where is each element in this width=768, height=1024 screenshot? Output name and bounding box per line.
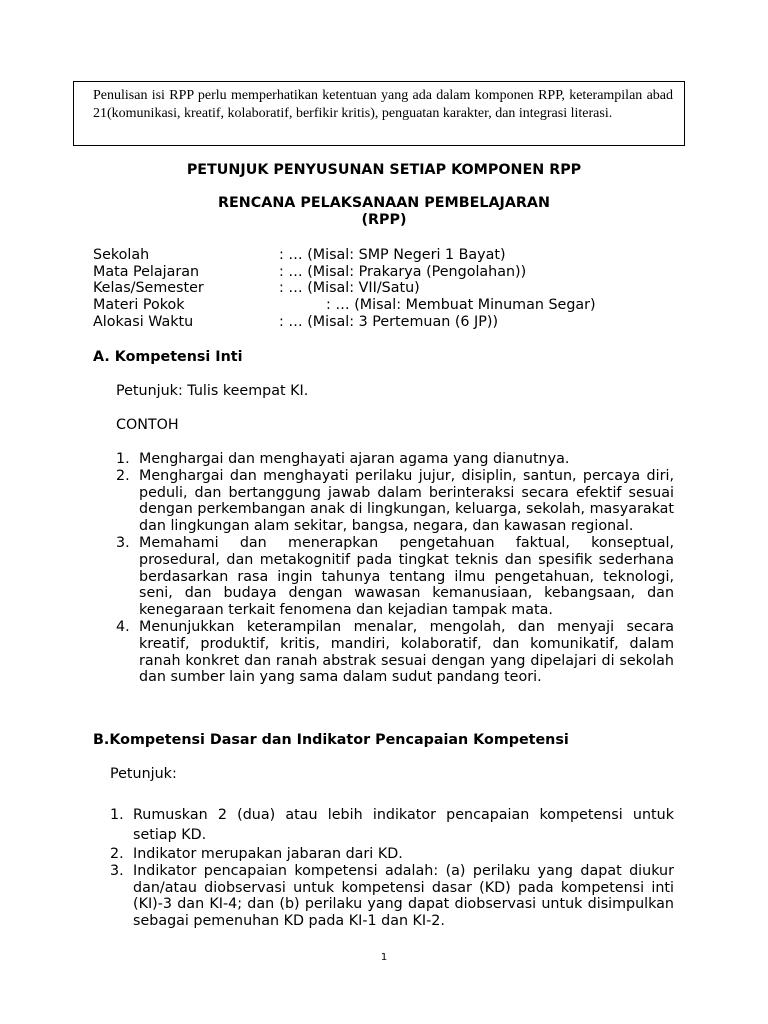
section-a-example-label: CONTOH [116, 417, 179, 433]
section-b-heading: B.Kompetensi Dasar dan Indikator Pencapaian Kompetensi [93, 732, 569, 748]
page-number: 1 [380, 952, 388, 963]
list-number: 4. [116, 618, 130, 635]
list-item-text: Indikator pencapaian kompetensi adalah: (a) perilaku yang dapat diukur dan/atau diobservasi untuk kompetensi dasar (KD) pada kompetensi inti (KI)-3 dan KI-4; dan (b) perilaku yang dapat diobservasi untuk disimpulkan sebagai pemenuhan KD pada KI-1 dan KI-2. [133, 862, 674, 930]
identity-value: : … (Misal: Prakarya (Pengolahan)) [279, 264, 527, 280]
identity-value: : … (Misal: SMP Negeri 1 Bayat) [279, 247, 506, 263]
section-b-instruction: Petunjuk: [110, 766, 177, 782]
list-number: 3. [110, 862, 124, 879]
section-a-instruction: Petunjuk: Tulis keempat KI. [116, 383, 309, 399]
list-number: 2. [110, 846, 124, 862]
list-item-text: Menghargai dan menghayati ajaran agama yang dianutnya. [139, 451, 570, 467]
identity-value: : … (Misal: VII/Satu) [279, 280, 420, 296]
note-box [73, 81, 685, 146]
list-number: 3. [116, 534, 130, 551]
core-competency-list [116, 451, 674, 686]
note-text: Penulisan isi RPP perlu memperhatikan ketentuan yang ada dalam komponen RPP, keterampilan abad 21(komunikasi, kreatif, kolaboratif, berfikir kritis), penguatan karakter, dan integrasi literasi. [93, 88, 673, 121]
identity-label: Materi Pokok [93, 297, 185, 313]
list-item [116, 535, 674, 619]
list-item [116, 451, 674, 468]
list-item [110, 863, 674, 930]
list-number: 1. [110, 807, 124, 823]
rpp-abbreviation: (RPP) [361, 212, 407, 228]
document-title: PETUNJUK PENYUSUNAN SETIAP KOMPONEN RPP [186, 162, 582, 178]
rpp-title: RENCANA PELAKSANAAN PEMBELAJARAN [218, 195, 550, 211]
identity-value: : … (Misal: Membuat Minuman Segar) [326, 297, 596, 313]
list-item-text: Menunjukkan keterampilan menalar, mengolah, dan menyaji secara kreatif, produktif, kritis, mandiri, kolaboratif, dan komunikatif, dalam ranah konkret dan ranah abstrak sesuai dengan yang dipelajari di sekolah dan sumber lain yang sama dalam sudut pandang teori. [139, 618, 674, 686]
list-number: 1. [116, 451, 130, 467]
list-number: 2. [116, 467, 130, 484]
list-item [116, 468, 674, 535]
identity-label: Sekolah [93, 247, 150, 263]
identity-label: Alokasi Waktu [93, 314, 194, 330]
identity-label: Kelas/Semester [93, 280, 204, 296]
section-a-heading: A. Kompetensi Inti [93, 349, 243, 365]
identity-label: Mata Pelajaran [93, 264, 200, 280]
list-item [110, 846, 674, 863]
list-item [110, 806, 674, 845]
list-item [116, 619, 674, 686]
list-item-text: Rumuskan 2 (dua) atau lebih indikator pencapaian kompetensi untuk setiap KD. [133, 807, 674, 843]
list-item-text: Memahami dan menerapkan pengetahuan faktual, konseptual, prosedural, dan metakognitif pada tingkat teknis dan spesifik sederhana berdasarkan rasa ingin tahunya tentang ilmu pengetahuan, teknologi, seni, dan budaya dengan wawasan kemanusiaan, kebangsaan, dan kenegaraan terkait fenomena dan kejadian tampak mata. [139, 534, 674, 619]
basic-competency-list [110, 806, 674, 930]
identity-value: : … (Misal: 3 Pertemuan (6 JP)) [279, 314, 499, 330]
list-item-text: Menghargai dan menghayati perilaku jujur, disiplin, santun, percaya diri, peduli, dan bertanggung jawab dalam berinteraksi secara efektif sesuai dengan perkembangan anak di lingkungan, keluarga, sekolah, masyarakat dan lingkungan alam sekitar, bangsa, negara, dan kawasan regional. [139, 467, 674, 535]
list-item-text: Indikator merupakan jabaran dari KD. [133, 846, 403, 862]
